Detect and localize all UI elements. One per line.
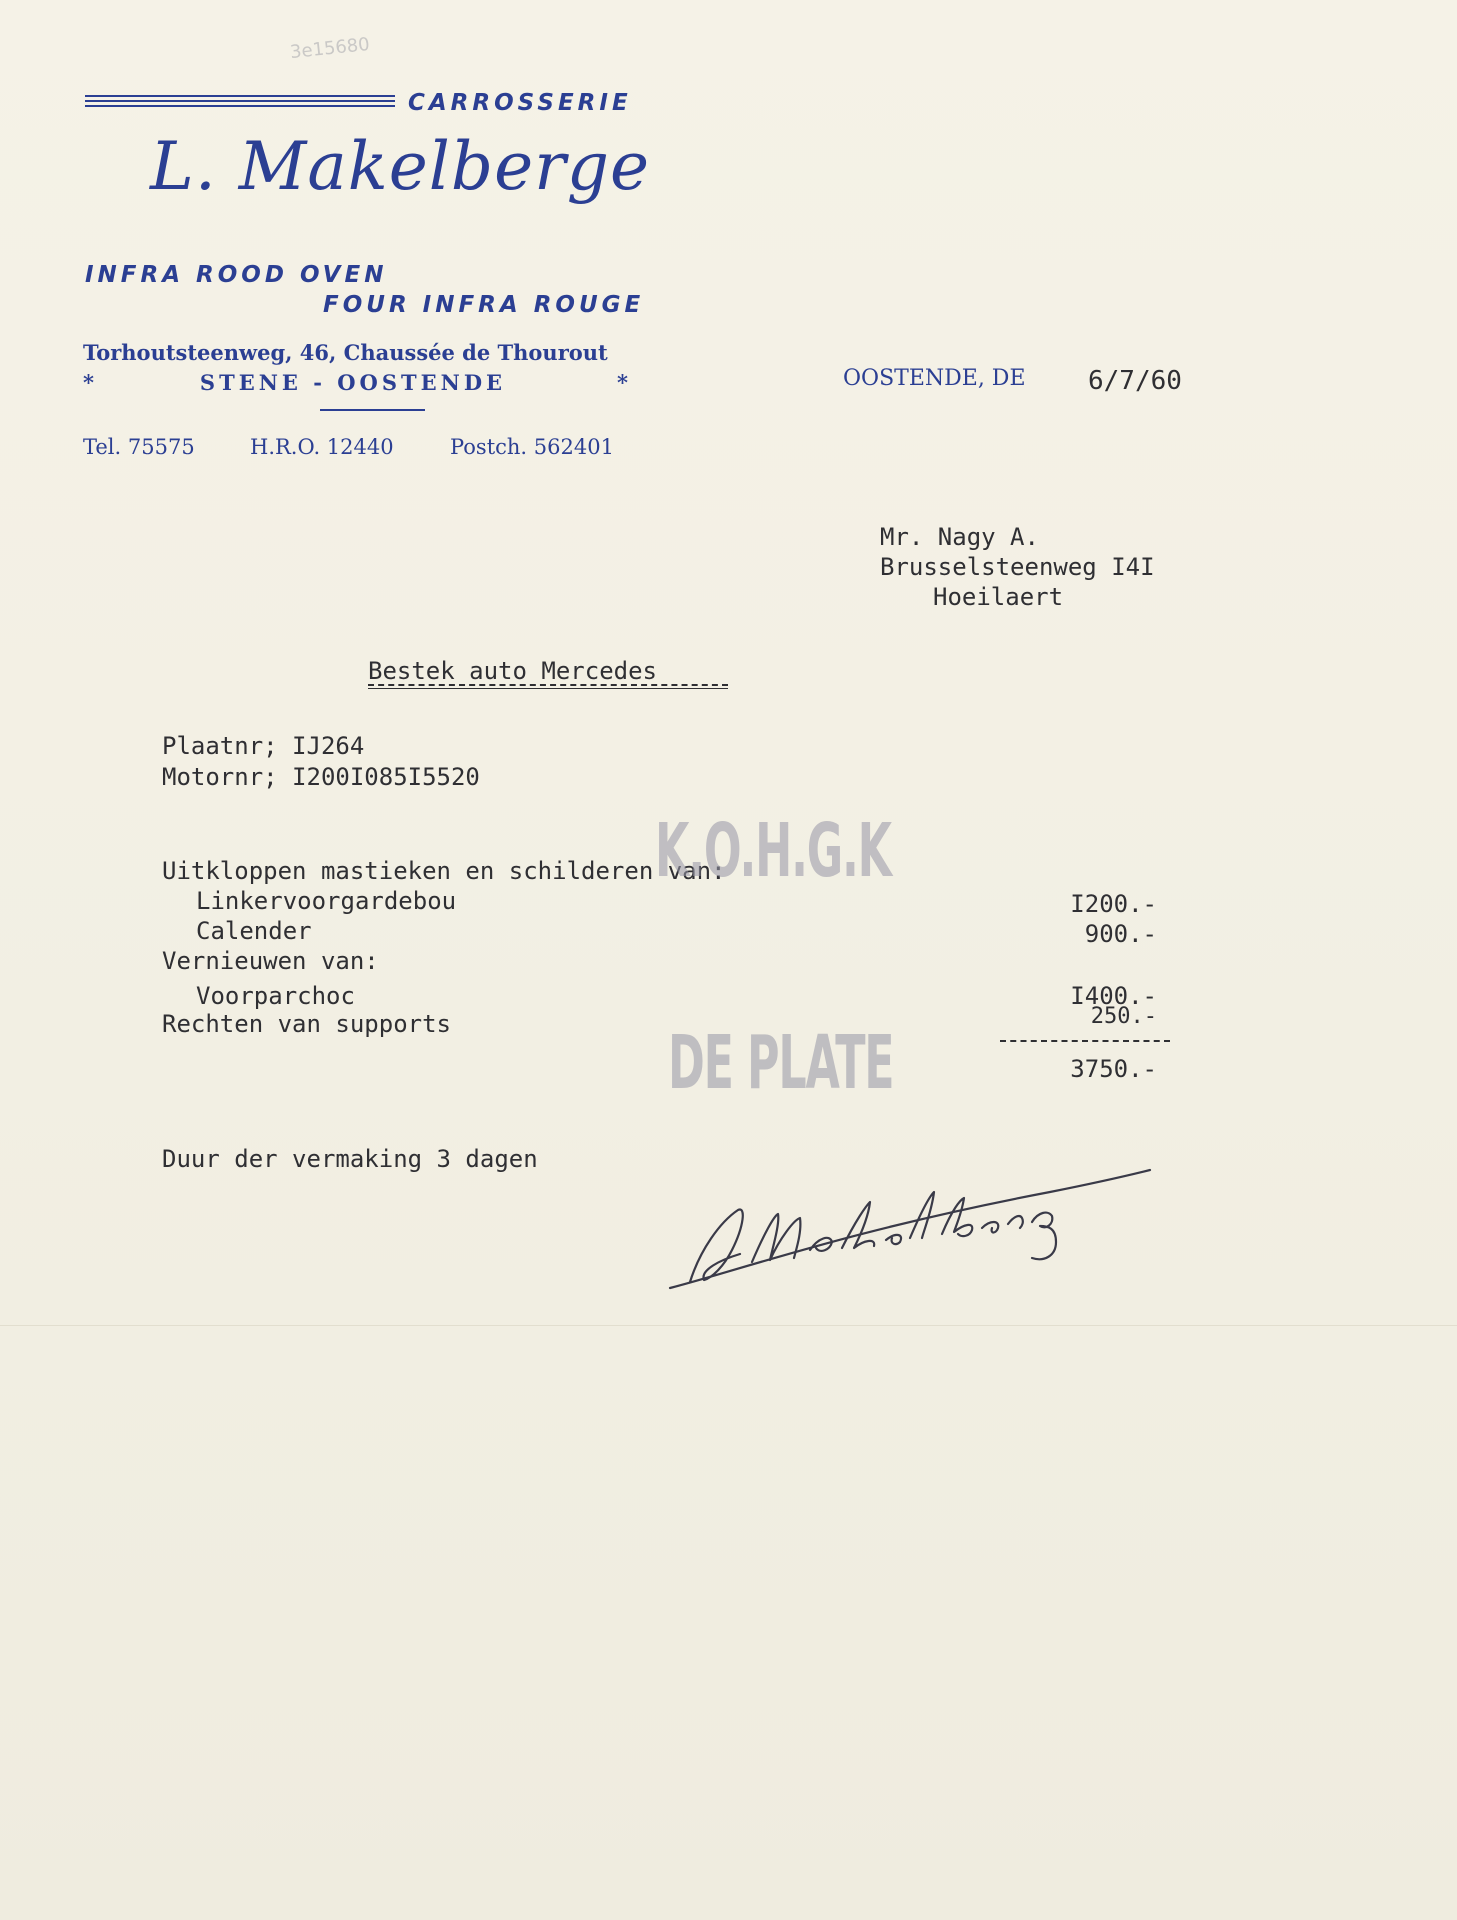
letter-date: 6/7/60 xyxy=(1088,366,1182,396)
subject-underline xyxy=(368,684,728,686)
subject-underline xyxy=(368,688,728,689)
item-amount: 250.- xyxy=(1090,1004,1157,1029)
letterhead-lines xyxy=(85,95,395,110)
motor-number: Motornr; I200I085I5520 xyxy=(162,763,480,791)
subject-line: Bestek auto Mercedes xyxy=(368,657,657,685)
total-amount: 3750.- xyxy=(1070,1055,1157,1083)
fold-line xyxy=(0,1325,1457,1326)
item-amount: I400.- xyxy=(1070,982,1157,1010)
recipient-city: Hoeilaert xyxy=(933,583,1064,611)
letterhead-carrosserie: CARROSSERIE xyxy=(408,90,632,116)
recipient-name: Mr. Nagy A. xyxy=(880,523,1039,551)
repair-heading: Uitkloppen mastieken en schilderen van: xyxy=(162,857,726,885)
plate-number: Plaatnr; IJ264 xyxy=(162,732,365,760)
recipient-street: Brusselsteenweg I4I xyxy=(880,553,1155,581)
date-place-label: OOSTENDE, DE xyxy=(843,366,1026,391)
repair-duration: Duur der vermaking 3 dagen xyxy=(162,1145,538,1173)
watermark-text: DE PLATE xyxy=(668,1020,894,1106)
item-amount: 900.- xyxy=(1084,920,1157,948)
signature-icon xyxy=(660,1150,1160,1300)
pencil-note: 3e15680 xyxy=(289,33,371,64)
item-label: Linkervoorgardebou xyxy=(196,887,457,915)
item-label: Calender xyxy=(196,917,312,945)
postal-account: Postch. 562401 xyxy=(450,435,614,459)
divider xyxy=(320,409,425,411)
tagline-french: FOUR INFRA ROUGE xyxy=(323,292,645,318)
watermark-text: K.O.H.G.K xyxy=(655,808,891,894)
company-address: Torhoutsteenweg, 46, Chaussée de Thourout xyxy=(83,340,608,365)
star-icon: * xyxy=(617,370,628,395)
renew-heading: Vernieuwen van: xyxy=(162,947,379,975)
star-icon: * xyxy=(83,370,94,395)
telephone: Tel. 75575 xyxy=(83,435,195,459)
item-amount: I200.- xyxy=(1070,890,1157,918)
tagline-dutch: INFRA ROOD OVEN xyxy=(85,262,388,288)
item-label: Rechten van supports xyxy=(162,1010,451,1038)
trade-register: H.R.O. 12440 xyxy=(250,435,394,459)
company-name: L. Makelberge xyxy=(150,128,651,205)
total-separator xyxy=(1000,1040,1170,1042)
item-label: Voorparchoc xyxy=(196,982,355,1010)
company-city: STENE - OOSTENDE xyxy=(199,370,507,395)
